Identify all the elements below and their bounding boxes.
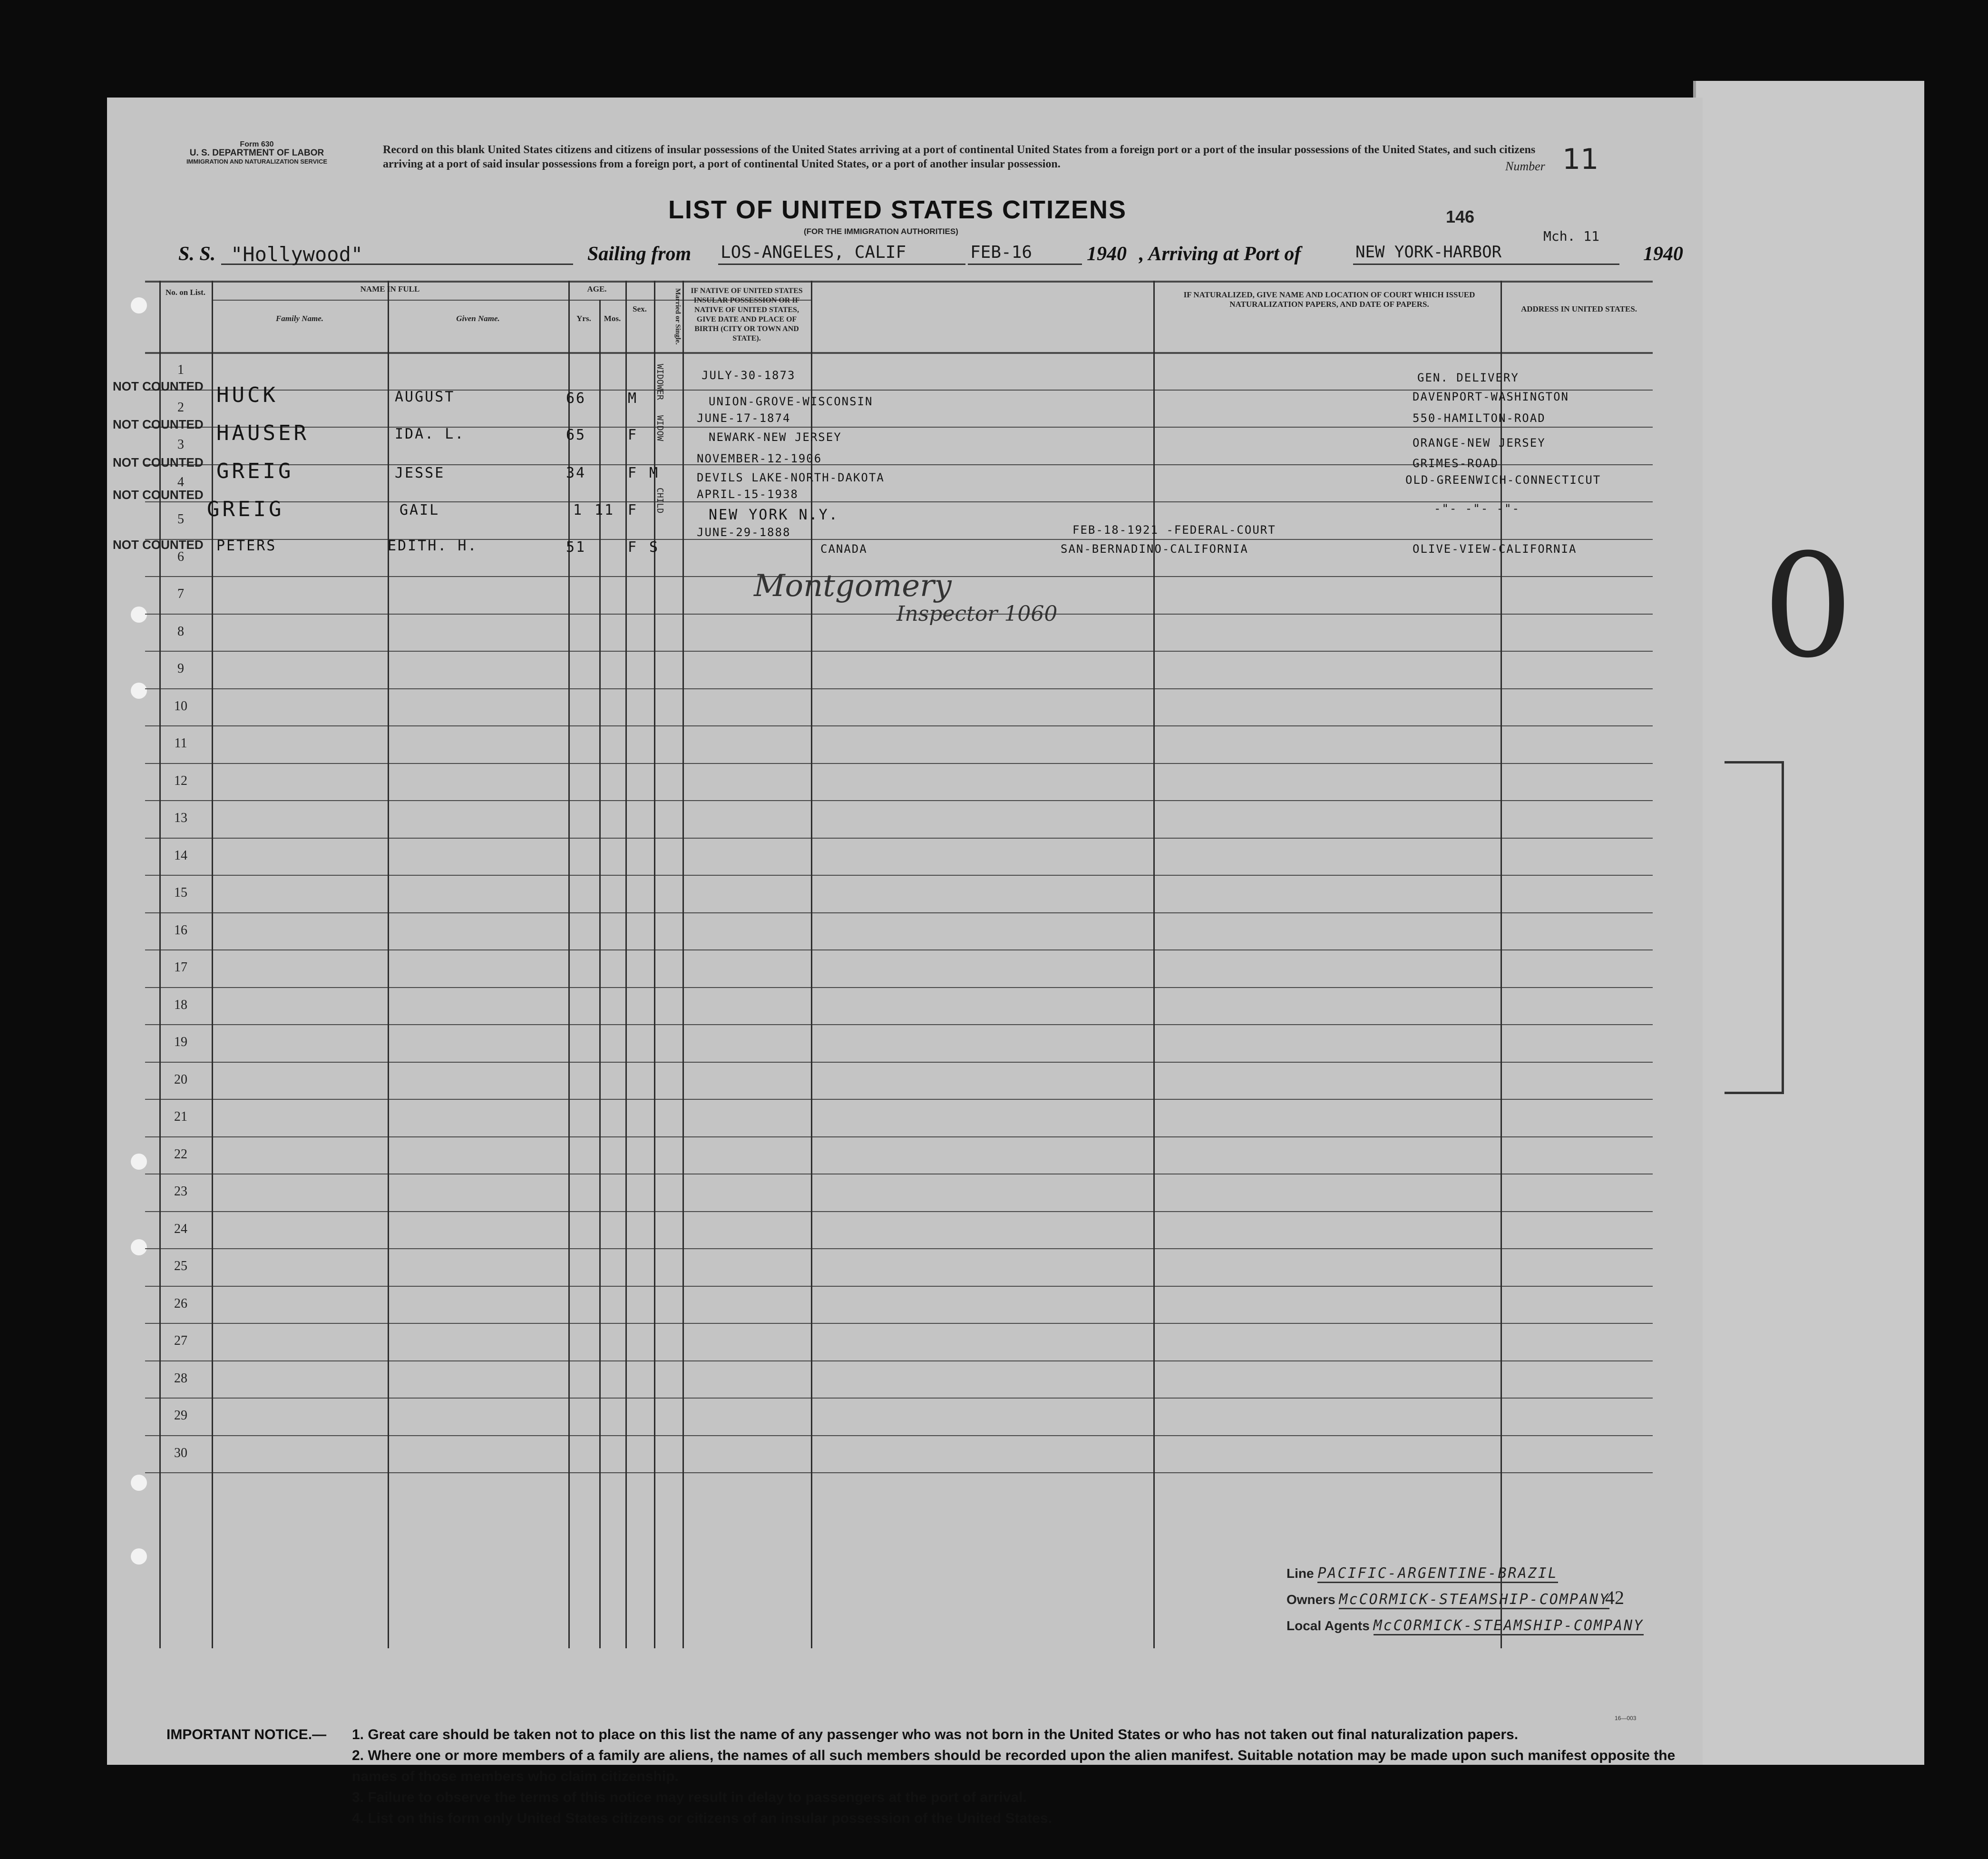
sex: F [628, 427, 638, 443]
row-rule [145, 949, 1653, 950]
col-no-header: No. on List. [165, 288, 206, 297]
inspector-signature: Montgomery [754, 568, 952, 604]
row-number: 30 [174, 1445, 187, 1460]
age-years: 1 [573, 502, 584, 519]
col-given-header: Given Name. [456, 314, 500, 323]
age-months: 11 [594, 502, 615, 519]
age-years: 66 [566, 390, 586, 407]
age-years: 51 [566, 539, 586, 556]
inspector-note: Inspector 1060 [897, 602, 1058, 626]
notice-item: 1. Great care should be taken not to place on this list the name of any passenger who was not born in the United States or who has not taken out final naturalization papers. [352, 1727, 1519, 1742]
top-notice: Record on this blank United States citizens and citizens of insular possessions of the United States arriving at a port of continental United States from a foreign port or a port of the insular possessions of the United States, and such citizens arriving at a port of said insular possessions from a foreign port, a port of continental United States, or a port of another insular possession. [383, 144, 1536, 170]
ss-label: S. S. [178, 243, 216, 265]
punch-hole [131, 607, 147, 623]
row-rule [145, 688, 1653, 689]
family-name: GREIG [216, 459, 294, 483]
col-age-header: AGE. [587, 284, 607, 294]
punch-hole [131, 683, 147, 699]
status-note: NOT COUNTED [113, 417, 204, 431]
address-line-2: DAVENPORT-WASHINGTON [1413, 390, 1569, 403]
notice-label: IMPORTANT NOTICE.— [166, 1727, 327, 1742]
sailing-date: FEB-16 [970, 243, 1033, 262]
ship-name: "Hollywood" [231, 243, 363, 266]
status-note: NOT COUNTED [113, 455, 204, 470]
row-rule [145, 1286, 1653, 1287]
agents-row [1286, 1617, 1644, 1635]
punch-hole [131, 297, 147, 313]
row-rule [145, 539, 1653, 540]
sex: M [628, 390, 638, 407]
row-rule [145, 1360, 1653, 1361]
line-label: Line [1286, 1566, 1314, 1581]
given-name: JESSE [395, 465, 445, 481]
row-number: 6 [177, 549, 184, 564]
birth-date: APRIL-15-1938 [697, 488, 799, 501]
row-number: 8 [177, 624, 184, 639]
row-number: 16 [174, 922, 187, 938]
marital-status: WIDOW [655, 415, 665, 441]
family-name: HUCK [216, 383, 278, 407]
row-rule [145, 912, 1653, 913]
address-line-2: OLD-GREENWICH-CONNECTICUT [1405, 473, 1601, 487]
arriving-year: 1940 [1643, 243, 1683, 265]
row-number: 17 [174, 960, 187, 975]
sailing-from: LOS-ANGELES, CALIF [721, 243, 906, 262]
col-mos-header: Mos. [604, 314, 621, 323]
owners-row [1286, 1591, 1609, 1609]
row-number: 11 [174, 736, 187, 751]
row-number: 2 [177, 400, 184, 415]
row-rule [145, 987, 1653, 988]
marital-status: WIDOWER [655, 364, 665, 400]
col-family-header: Family Name. [275, 314, 324, 323]
col-sex-header: Sex. [633, 304, 647, 313]
arriving-port: NEW YORK-HARBOR [1355, 243, 1502, 262]
age-years: 34 [566, 465, 586, 481]
row-rule [145, 1248, 1653, 1249]
row-rule [145, 427, 1653, 428]
row-rule [145, 1435, 1653, 1436]
row-number: 23 [174, 1184, 187, 1199]
punch-hole [131, 1154, 147, 1170]
stamp-number: 146 [1446, 207, 1475, 226]
notice-item: 4. List on this form only United States citizens or citizens of an insular possession of the United States. [352, 1810, 1052, 1826]
row-rule [145, 1323, 1653, 1324]
given-name: EDITH. H. [388, 538, 478, 554]
marital-status: S [649, 539, 660, 556]
naturalization-date: FEB-18-1921 -FEDERAL-COURT [1072, 523, 1276, 537]
birth-place: NEWARK-NEW JERSEY [709, 431, 842, 444]
department: U. S. DEPARTMENT OF LABOR [189, 148, 324, 158]
row-number: 22 [174, 1146, 187, 1162]
form-code: 16—003 [1615, 1715, 1637, 1722]
line-row [1286, 1565, 1558, 1583]
row-rule [145, 1024, 1653, 1025]
row-number: 29 [174, 1408, 187, 1423]
row-number: 10 [174, 698, 187, 714]
col-naturalized-header: IF NATURALIZED, GIVE NAME AND LOCATION OF COURT WHICH ISSUED NATURALIZATION PAPERS, AND DATE OF PAPERS. [1183, 290, 1475, 309]
sex: F [628, 465, 638, 481]
row-rule [145, 1099, 1653, 1100]
punch-hole [131, 1548, 147, 1565]
row-rule [145, 1472, 1653, 1473]
row-rule [145, 501, 1653, 502]
status-note: NOT COUNTED [113, 379, 204, 393]
col-address-header: ADDRESS IN UNITED STATES. [1520, 304, 1637, 313]
birth-place: DEVILS LAKE-NORTH-DAKOTA [697, 471, 885, 484]
page-title: LIST OF UNITED STATES CITIZENS [668, 196, 1127, 224]
row-number: 19 [174, 1035, 187, 1049]
punch-hole [131, 1239, 147, 1255]
arriving-date: Mch. 11 [1543, 228, 1600, 244]
address-line-1: -"- -"- -"- [1434, 502, 1520, 515]
marital-status: CHILD [655, 488, 665, 514]
row-rule [145, 800, 1653, 801]
birth-date: JUNE-29-1888 [697, 526, 791, 539]
back-sheet [1693, 81, 1924, 1765]
agents-value: McCORMICK-STEAMSHIP-COMPANY [1374, 1617, 1644, 1635]
given-name: AUGUST [395, 389, 455, 405]
row-number: 4 [177, 474, 184, 489]
status-note: NOT COUNTED [113, 538, 204, 552]
form-number: Form 630 [240, 140, 274, 148]
row-rule [145, 1211, 1653, 1212]
birth-place: NEW YORK N.Y. [709, 507, 839, 523]
marital-status: M [649, 465, 660, 481]
row-rule [145, 651, 1653, 652]
row-number: 27 [174, 1333, 187, 1348]
page-subtitle: (FOR THE IMMIGRATION AUTHORITIES) [804, 227, 958, 236]
owners-value: McCORMICK-STEAMSHIP-COMPANY [1339, 1591, 1609, 1609]
row-rule [145, 838, 1653, 839]
given-name: GAIL [400, 502, 440, 519]
family-name: PETERS [216, 538, 277, 554]
naturalization-court: SAN-BERNADINO-CALIFORNIA [1061, 542, 1248, 556]
row-number: 21 [174, 1109, 187, 1124]
row-number: 9 [177, 661, 184, 676]
notice-item: 3. Failure to observe the terms of this notice may result in delay to passengers at the port of arrival. [352, 1790, 1027, 1805]
owners-label: Owners [1286, 1592, 1335, 1607]
col-name-header: NAME IN FULL [360, 284, 420, 294]
col-married-header: Married or Single. [674, 288, 682, 345]
col-yrs-header: Yrs. [576, 314, 591, 323]
arriving-label: , Arriving at Port of [1139, 243, 1301, 265]
address-line-1: OLIVE-VIEW-CALIFORNIA [1413, 542, 1577, 556]
row-rule [145, 1136, 1653, 1137]
family-name: GREIG [207, 497, 284, 521]
row-number: 14 [174, 848, 187, 863]
back-sheet-mark: 0 [1763, 523, 1853, 689]
back-sheet-tab [1725, 761, 1784, 1094]
manifest-sheet [107, 98, 1703, 1826]
row-number: 13 [174, 811, 187, 825]
row-number: 18 [174, 997, 187, 1012]
age-years: 65 [566, 427, 586, 443]
address-line-2: ORANGE-NEW JERSEY [1413, 436, 1546, 450]
sex: F [628, 502, 638, 519]
line-value: PACIFIC-ARGENTINE-BRAZIL [1317, 1565, 1558, 1583]
row-number: 20 [174, 1072, 187, 1087]
given-name: IDA. L. [395, 426, 465, 442]
row-rule [145, 1062, 1653, 1063]
row-number: 25 [174, 1259, 187, 1273]
sailing-label: Sailing from [587, 243, 692, 265]
birth-place: UNION-GROVE-WISCONSIN [709, 395, 873, 408]
row-number: 1 [177, 362, 184, 377]
birth-date: NOVEMBER-12-1906 [697, 452, 822, 465]
birth-date: JUNE-17-1874 [697, 411, 791, 425]
row-rule [145, 875, 1653, 876]
row-number: 15 [174, 885, 187, 900]
birth-place: CANADA [820, 542, 867, 556]
row-number: 12 [174, 773, 187, 788]
address-line-1: 550-HAMILTON-ROAD [1413, 411, 1546, 425]
row-number: 7 [177, 587, 184, 601]
row-rule [145, 725, 1653, 726]
address-line-1: GEN. DELIVERY [1417, 371, 1519, 384]
row-number: 5 [177, 512, 184, 527]
sailing-year: 1940 [1087, 243, 1127, 265]
agents-label: Local Agents [1286, 1618, 1370, 1633]
row-number: 28 [174, 1370, 187, 1386]
row-number: 24 [174, 1221, 187, 1236]
family-name: HAUSER [216, 421, 309, 445]
sex: F [628, 539, 638, 556]
birth-date: JULY-30-1873 [702, 369, 796, 382]
col-birth-header: IF NATIVE OF UNITED STATES INSULAR POSSESSION OR IF NATIVE OF UNITED STATES, GIVE DATE AND PLACE OF BIRTH (CITY OR TOWN AND STATE). [691, 287, 803, 342]
number-value: 11 [1562, 143, 1599, 176]
row-rule [145, 1398, 1653, 1399]
address-line-1: GRIMES-ROAD [1413, 457, 1499, 470]
status-note: NOT COUNTED [113, 488, 204, 502]
row-number: 26 [174, 1296, 187, 1311]
notice-item: 2. Where one or more members of a family are aliens, the names of all such members should be recorded upon the alien manifest. Suitable notation may be made upon such manifest opposite the names of those members who claim citizenship. [352, 1748, 1676, 1784]
form-header [157, 140, 357, 166]
number-label: Number [1505, 159, 1545, 173]
page-number: 42 [1605, 1587, 1624, 1608]
punch-hole [131, 1475, 147, 1491]
service: IMMIGRATION AND NATURALIZATION SERVICE [186, 158, 328, 165]
row-rule [145, 763, 1653, 764]
row-number: 3 [177, 437, 184, 452]
